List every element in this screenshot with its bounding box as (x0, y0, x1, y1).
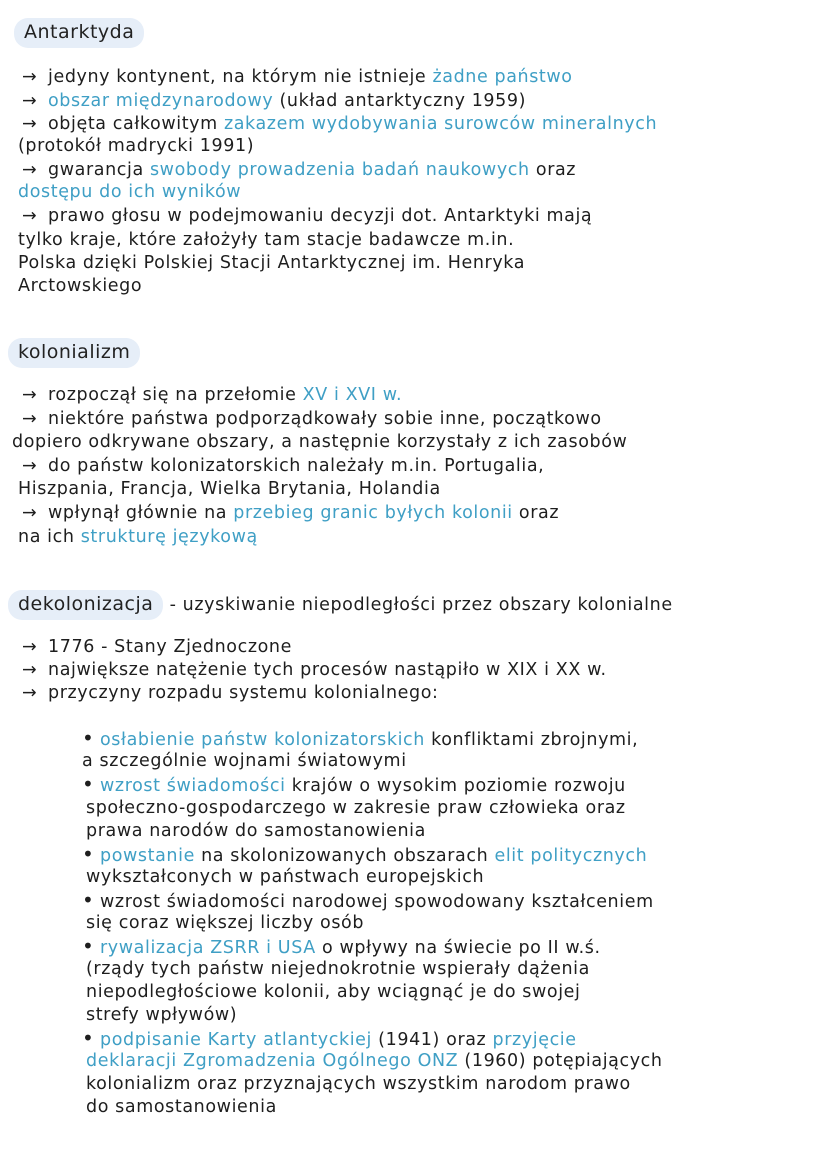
dekolonizacja-heading-line (8, 590, 673, 620)
kolonializm-line-6 (22, 502, 559, 524)
kolonializm-line-2 (22, 408, 602, 430)
highlight-text: osłabienie państw kolonizatorskich (100, 730, 425, 750)
highlight-text: żadne państwo (432, 67, 573, 87)
antarktyda-line-5 (22, 159, 576, 181)
bullet-6-line-2 (86, 1050, 663, 1072)
bullet-5-line-1 (82, 935, 601, 959)
arrow-icon: → (22, 503, 38, 523)
heading-kolonializm (8, 338, 140, 368)
dekolonizacja-line-1 (22, 636, 292, 658)
antarktyda-line-2 (22, 90, 526, 112)
text: na skolonizowanych obszarach (194, 846, 495, 866)
text: wpłynął głównie na (48, 503, 234, 523)
text: (układ antarktyczny 1959) (273, 91, 527, 111)
bullet-icon: • (82, 1026, 95, 1050)
heading-kolonializm-text: kolonializm (18, 341, 131, 363)
arrow-icon: → (22, 91, 38, 111)
text: prawo głosu w podejmowaniu decyzji dot. Antarktyki mają (48, 206, 593, 226)
arrow-icon: → (22, 67, 38, 87)
highlight-text: XV i XVI w. (302, 385, 403, 405)
text: rozpoczął się na przełomie (48, 385, 303, 405)
definition-text: - uzyskiwanie niepodległości przez obszary kolonialne (163, 595, 673, 615)
arrow-icon: → (22, 660, 38, 680)
arrow-icon: → (22, 637, 38, 657)
bullet-3-line-1 (82, 843, 647, 867)
heading-antarktyda (14, 18, 144, 48)
bullet-icon: • (82, 888, 95, 912)
text: 1776 - Stany Zjednoczone (48, 637, 292, 657)
highlight-text: swobody prowadzenia badań naukowych (149, 160, 530, 180)
bullet-6-line-1 (82, 1027, 577, 1051)
highlight-text: elit politycznych (494, 846, 648, 866)
highlight-text: powstanie (100, 846, 195, 866)
heading-antarktyda-text: Antarktyda (24, 21, 135, 43)
bullet-1-line-1 (82, 727, 638, 751)
heading-dekolonizacja: dekolonizacja (8, 590, 163, 620)
text: objęta całkowitym (48, 114, 224, 134)
antarktyda-line-3 (22, 113, 657, 135)
bullet-6-line-4: do samostanowienia (86, 1097, 277, 1117)
bullet-icon: • (82, 726, 95, 750)
kolonializm-line-5: Hiszpania, Francja, Wielka Brytania, Holandia (18, 479, 441, 499)
antarktyda-line-7 (22, 205, 592, 227)
dekolonizacja-line-2 (22, 659, 607, 681)
highlight-text: rywalizacja ZSRR i USA (100, 938, 316, 958)
kolonializm-line-4 (22, 455, 544, 477)
arrow-icon: → (22, 683, 38, 703)
antarktyda-line-8: tylko kraje, które założyły tam stacje badawcze m.in. (18, 230, 515, 250)
bullet-5-line-2: (rządy tych państw niejednokrotnie wspierały dążenia (86, 959, 590, 979)
text: niektóre państwa podporządkowały sobie inne, początkowo (48, 409, 602, 429)
bullet-2-line-1 (82, 773, 626, 797)
antarktyda-line-6: dostępu do ich wyników (18, 182, 242, 202)
arrow-icon: → (22, 114, 38, 134)
bullet-icon: • (82, 842, 95, 866)
text: największe natężenie tych procesów nastąpiło w XIX i XX w. (48, 660, 607, 680)
highlight-text: deklaracji Zgromadzenia Ogólnego ONZ (86, 1051, 459, 1071)
text: konfliktami zbrojnymi, (424, 730, 639, 750)
antarktyda-line-10: Arctowskiego (18, 276, 143, 296)
arrow-icon: → (22, 456, 38, 476)
bullet-2-line-2: społeczno-gospodarczego w zakresie praw człowieka oraz (86, 798, 626, 818)
text: o wpływy na świecie po II w.ś. (315, 938, 601, 958)
highlight-text: strukturę językową (80, 527, 258, 547)
highlight-text: obszar międzynarodowy (48, 91, 274, 111)
highlight-text: podpisanie Karty atlantyckiej (100, 1030, 373, 1050)
kolonializm-line-7 (18, 526, 258, 548)
bullet-icon: • (82, 934, 95, 958)
text: oraz (529, 160, 577, 180)
highlight-text: wzrost świadomości (100, 776, 286, 796)
text: oraz (512, 503, 560, 523)
antarktyda-line-9: Polska dzięki Polskiej Stacji Antarktycznej im. Henryka (18, 253, 526, 273)
arrow-icon: → (22, 160, 38, 180)
antarktyda-line-1 (22, 66, 573, 88)
dekolonizacja-line-3 (22, 682, 439, 704)
bullet-4-line-1 (82, 889, 654, 913)
highlight-text: zakazem wydobywania surowców mineralnych (223, 114, 658, 134)
text: wzrost świadomości narodowej spowodowany kształceniem (100, 892, 654, 912)
bullet-3-line-2: wykształconych w państwach europejskich (86, 867, 485, 887)
arrow-icon: → (22, 409, 38, 429)
bullet-icon: • (82, 772, 95, 796)
bullet-4-line-2: się coraz większej liczby osób (86, 913, 365, 933)
bullet-6-line-3: kolonializm oraz przyznających wszystkim narodom prawo (86, 1074, 631, 1094)
text: gwarancja (48, 160, 150, 180)
text: jedyny kontynent, na którym nie istnieje (48, 67, 433, 87)
bullet-5-line-4: strefy wpływów) (86, 1005, 238, 1025)
text: (1941) oraz (372, 1030, 493, 1050)
kolonializm-line-3: dopiero odkrywane obszary, a następnie korzystały z ich zasobów (12, 432, 628, 452)
text: (1960) potępiających (458, 1051, 663, 1071)
text: krajów o wysokim poziomie rozwoju (285, 776, 626, 796)
bullet-1-line-2: a szczególnie wojnami światowymi (82, 751, 407, 771)
bullet-5-line-3: niepodległościowe kolonii, aby wciągnąć je do swojej (86, 982, 581, 1002)
arrow-icon: → (22, 385, 38, 405)
text: na ich (18, 527, 81, 547)
kolonializm-line-1 (22, 384, 402, 406)
highlight-text: przebieg granic byłych kolonii (233, 503, 513, 523)
highlight-text: przyjęcie (492, 1030, 577, 1050)
antarktyda-line-4: (protokół madrycki 1991) (18, 136, 255, 156)
bullet-2-line-3: prawa narodów do samostanowienia (86, 821, 426, 841)
text: do państw kolonizatorskich należały m.in. Portugalia, (48, 456, 545, 476)
arrow-icon: → (22, 206, 38, 226)
text: przyczyny rozpadu systemu kolonialnego: (48, 683, 439, 703)
